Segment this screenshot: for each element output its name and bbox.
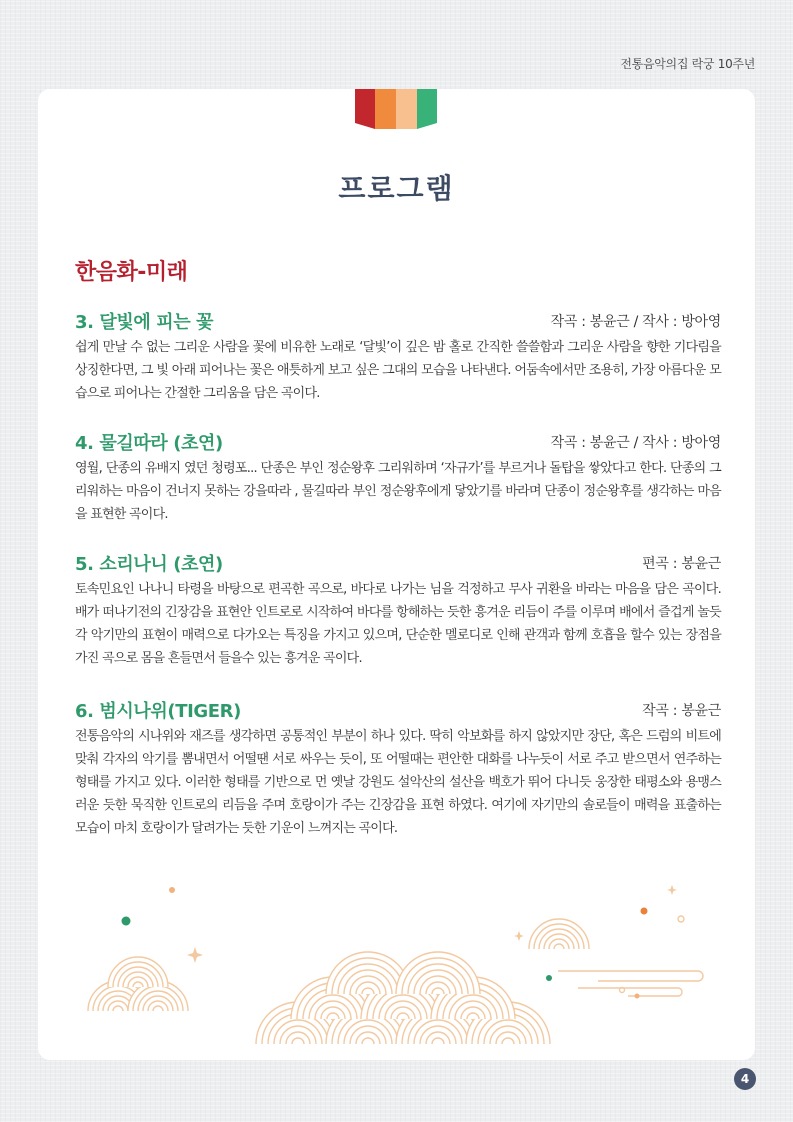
wind-line <box>578 988 682 996</box>
sparkle-star <box>187 947 203 963</box>
sparkle-star <box>667 885 677 895</box>
wave-arc <box>529 919 589 949</box>
piece-title: 5. 소리나니 (초연) <box>75 554 223 575</box>
piece-description: 쉽게 만날 수 없는 그리운 사람을 꽃에 비유한 노래로 ‘달빛’이 깊은 밤 홀로 간직한 쓸쓸함과 그리운 사람을 향한 기다림을 상징한다면, 그 빛 아래 피어나는 꽃은 애틋하게 보고 싶은 그대의 모습을 나타낸다. 어둠속에서만 조용히, 가장 아름다운 모습으로 피어나는 간절한 그리움을 담은 곡이다. <box>75 340 721 401</box>
piece-credit: 편곡 : 봉윤근 <box>642 556 721 572</box>
piece-title: 4. 물길따라 (초연) <box>75 433 223 454</box>
document-header-label: 전통음악의집 락궁 10주년 <box>620 57 755 71</box>
piece-title: 3. 달빛에 피는 꽃 <box>75 312 214 333</box>
page-title: 프로그램 <box>338 172 455 205</box>
piece-description: 영월, 단종의 유배지 였던 청령포... 단종은 부인 정순왕후 그리워하며 ‘자규가’를 부르거나 돌탑을 쌓았다고 한다. 단종의 그리워하는 마음이 건너지 못하는 강을따라 , 물길따라 부인 정순왕후에게 닿았기를 바라며 단종이 정순왕후를 생각하는 마음을 표현한 곡이다. <box>75 461 721 522</box>
piece-credit: 작곡 : 봉윤근 / 작사 : 방아영 <box>550 435 721 451</box>
wave-arc <box>108 957 168 987</box>
page-number: 4 <box>734 1068 756 1090</box>
wave-arc <box>396 952 480 994</box>
piece-description: 전통음악의 시나위와 재즈를 생각하면 공통적인 부분이 하나 있다. 딱히 악보화를 하지 않았지만 장단, 혹은 드럼의 비트에 맞춰 각자의 악기를 뽐내면서 어떨땐 서로 싸우는 듯이, 또 어떨때는 편안한 대화를 나누듯이 서로 주고 받으면서 연주하는 형태를 가지고 있다. 이러한 형태를 기반으로 먼 옛날 강원도 설악산의 설산을 백호가 뛰어 다니듯 웅장한 태평소와 용맹스러운 듯한 묵직한 인트로의 리듬을 주며 호랑이가 주는 긴장감을 표현 하였다. 여기에 자기만의 솔로들이 매력을 표출하는 모습이 마치 호랑이가 달려가는 듯한 기운이 느껴지는 곡이다. <box>75 729 721 836</box>
wave-cloud-decoration <box>38 89 755 1060</box>
piece-credit: 작곡 : 봉윤근 <box>642 703 721 719</box>
green-dot <box>122 917 131 926</box>
orange-dot <box>169 887 175 893</box>
piece-title: 6. 범시나위(TIGER) <box>75 701 241 722</box>
orange-dot <box>641 908 648 915</box>
content-card <box>38 89 755 1060</box>
orange-dot <box>635 994 640 999</box>
sparkle-star <box>514 931 524 941</box>
piece-credit: 작곡 : 봉윤근 / 작사 : 방아영 <box>550 314 721 330</box>
section-title: 한음화-미래 <box>75 260 188 285</box>
ring-dot <box>678 916 684 922</box>
wind-line <box>558 971 703 981</box>
green-dot <box>546 975 552 981</box>
piece-description: 토속민요인 나나니 타령을 바탕으로 편곡한 곡으로, 바다로 나가는 님을 걱정하고 무사 귀환을 바라는 마음을 담은 곡이다. 배가 떠나기전의 긴장감을 표현안 인트로로 시작하여 바다를 항해하는 듯한 흥겨운 리듬이 주를 이루며 배에서 즐겁게 놀듯 각 악기만의 표현이 매력으로 다가오는 특징을 가지고 있으며, 단순한 멜로디로 인해 관객과 함께 호흡을 할수 있는 장점을 가진 곡으로 몸을 흔들면서 들을수 있는 흥겨운 곡이다. <box>75 582 721 666</box>
